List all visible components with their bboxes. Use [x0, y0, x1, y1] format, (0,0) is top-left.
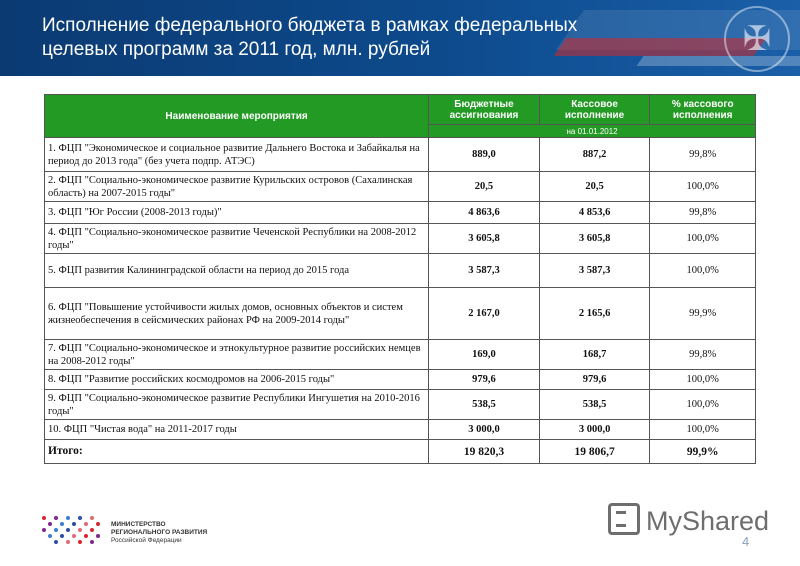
header-name: Наименование мероприятия	[45, 95, 429, 138]
table-row	[45, 202, 756, 224]
table-row	[45, 224, 756, 254]
row-percent: 100,0%	[650, 420, 756, 440]
table-row	[45, 172, 756, 202]
ministry-line: МИНИСТЕРСТВО	[111, 521, 166, 528]
row-execution: 3 587,3	[539, 254, 650, 288]
logo-dot	[72, 522, 76, 526]
page-number: 4	[742, 534, 750, 549]
row-allocations: 2 167,0	[429, 288, 540, 340]
row-percent: 100,0%	[650, 224, 756, 254]
table-row	[45, 254, 756, 288]
myshared-watermark	[608, 503, 769, 537]
slide-header	[0, 0, 800, 76]
slide-title	[42, 14, 602, 62]
row-allocations: 979,6	[429, 370, 540, 390]
ministry-name	[111, 521, 251, 545]
table-row	[45, 138, 756, 172]
row-allocations: 4 863,6	[429, 202, 540, 224]
logo-dot	[78, 540, 82, 544]
row-execution: 20,5	[539, 172, 650, 202]
logo-dot	[96, 534, 100, 538]
watermark-text: MyShared	[646, 506, 770, 536]
row-allocations: 3 587,3	[429, 254, 540, 288]
row-name: 6. ФЦП "Повышение устойчивости жилых домов, основных объектов и систем жизнеобеспечения в сейсмических районах РФ на 2009-2014 годы"	[45, 288, 429, 340]
table-row	[45, 390, 756, 420]
presentation-icon	[608, 503, 640, 535]
slide-title-line: Исполнение федерального бюджета в рамках федеральных	[42, 15, 578, 36]
row-name: 1. ФЦП "Экономическое и социальное развитие Дальнего Востока и Забайкалья на период до 2013 года" (без учета подпр. АТЭС)	[45, 138, 429, 172]
budget-table	[44, 94, 756, 464]
table-row	[45, 370, 756, 390]
total-row	[45, 440, 756, 464]
logo-dot	[84, 534, 88, 538]
slide-title-line: целевых программ за 2011 год, млн. рублей	[42, 39, 431, 60]
row-percent: 99,8%	[650, 340, 756, 370]
logo-dot	[66, 516, 70, 520]
row-percent: 99,9%	[650, 288, 756, 340]
coat-of-arms-icon: ✠	[724, 6, 790, 72]
table-body	[45, 138, 756, 464]
logo-dot	[96, 522, 100, 526]
row-execution: 3 000,0	[539, 420, 650, 440]
logo-dot	[84, 522, 88, 526]
table-row	[45, 288, 756, 340]
header-date: на 01.01.2012	[429, 125, 756, 138]
logo-dot	[78, 528, 82, 532]
row-name: 10. ФЦП "Чистая вода" на 2011-2017 годы	[45, 420, 429, 440]
total-percent: 99,9%	[650, 440, 756, 464]
total-execution: 19 806,7	[539, 440, 650, 464]
row-allocations: 3 605,8	[429, 224, 540, 254]
row-allocations: 20,5	[429, 172, 540, 202]
header-execution: Кассовое исполнение	[539, 95, 650, 125]
logo-dot	[42, 528, 46, 532]
row-percent: 100,0%	[650, 370, 756, 390]
row-percent: 100,0%	[650, 390, 756, 420]
logo-dot	[48, 522, 52, 526]
logo-dot	[90, 540, 94, 544]
row-name: 8. ФЦП "Развитие российских космодромов на 2006-2015 годы"	[45, 370, 429, 390]
header-percent: % кассового исполнения	[650, 95, 756, 125]
row-execution: 3 605,8	[539, 224, 650, 254]
logo-dot	[54, 528, 58, 532]
logo-dot	[48, 534, 52, 538]
table-row	[45, 340, 756, 370]
ministry-logo-icon	[42, 516, 102, 546]
row-allocations: 169,0	[429, 340, 540, 370]
header-allocations: Бюджетные ассигнования	[429, 95, 540, 125]
row-execution: 168,7	[539, 340, 650, 370]
logo-dot	[60, 534, 64, 538]
row-allocations: 538,5	[429, 390, 540, 420]
row-percent: 100,0%	[650, 172, 756, 202]
row-name: 4. ФЦП "Социально-экономическое развитие Чеченской Республики на 2008-2012 годы"	[45, 224, 429, 254]
row-name: 7. ФЦП "Социально-экономическое и этнокультурное развитие российских немцев на 2008-2012 годы"	[45, 340, 429, 370]
row-execution: 979,6	[539, 370, 650, 390]
logo-dot	[90, 516, 94, 520]
logo-dot	[42, 516, 46, 520]
row-allocations: 3 000,0	[429, 420, 540, 440]
row-execution: 538,5	[539, 390, 650, 420]
row-percent: 99,8%	[650, 202, 756, 224]
total-allocations: 19 820,3	[429, 440, 540, 464]
table-row	[45, 420, 756, 440]
total-name: Итого:	[45, 440, 429, 464]
row-name: 3. ФЦП "Юг России (2008-2013 годы)"	[45, 202, 429, 224]
logo-dot	[60, 522, 64, 526]
row-execution: 2 165,6	[539, 288, 650, 340]
logo-dot	[66, 540, 70, 544]
ministry-line: РЕГИОНАЛЬНОГО РАЗВИТИЯ	[111, 529, 208, 536]
row-allocations: 889,0	[429, 138, 540, 172]
logo-dot	[54, 516, 58, 520]
logo-dot	[54, 540, 58, 544]
ministry-line: Российской Федерации	[111, 537, 182, 544]
row-name: 2. ФЦП "Социально-экономическое развитие Курильских островов (Сахалинская область) на 2007-2015 годы"	[45, 172, 429, 202]
row-name: 5. ФЦП развития Калининградской области на период до 2015 года	[45, 254, 429, 288]
row-percent: 100,0%	[650, 254, 756, 288]
row-percent: 99,8%	[650, 138, 756, 172]
logo-dot	[78, 516, 82, 520]
logo-dot	[72, 534, 76, 538]
row-execution: 4 853,6	[539, 202, 650, 224]
logo-dot	[90, 528, 94, 532]
row-execution: 887,2	[539, 138, 650, 172]
logo-dot	[66, 528, 70, 532]
row-name: 9. ФЦП "Социально-экономическое развитие Республики Ингушетия на 2010-2016 годы"	[45, 390, 429, 420]
